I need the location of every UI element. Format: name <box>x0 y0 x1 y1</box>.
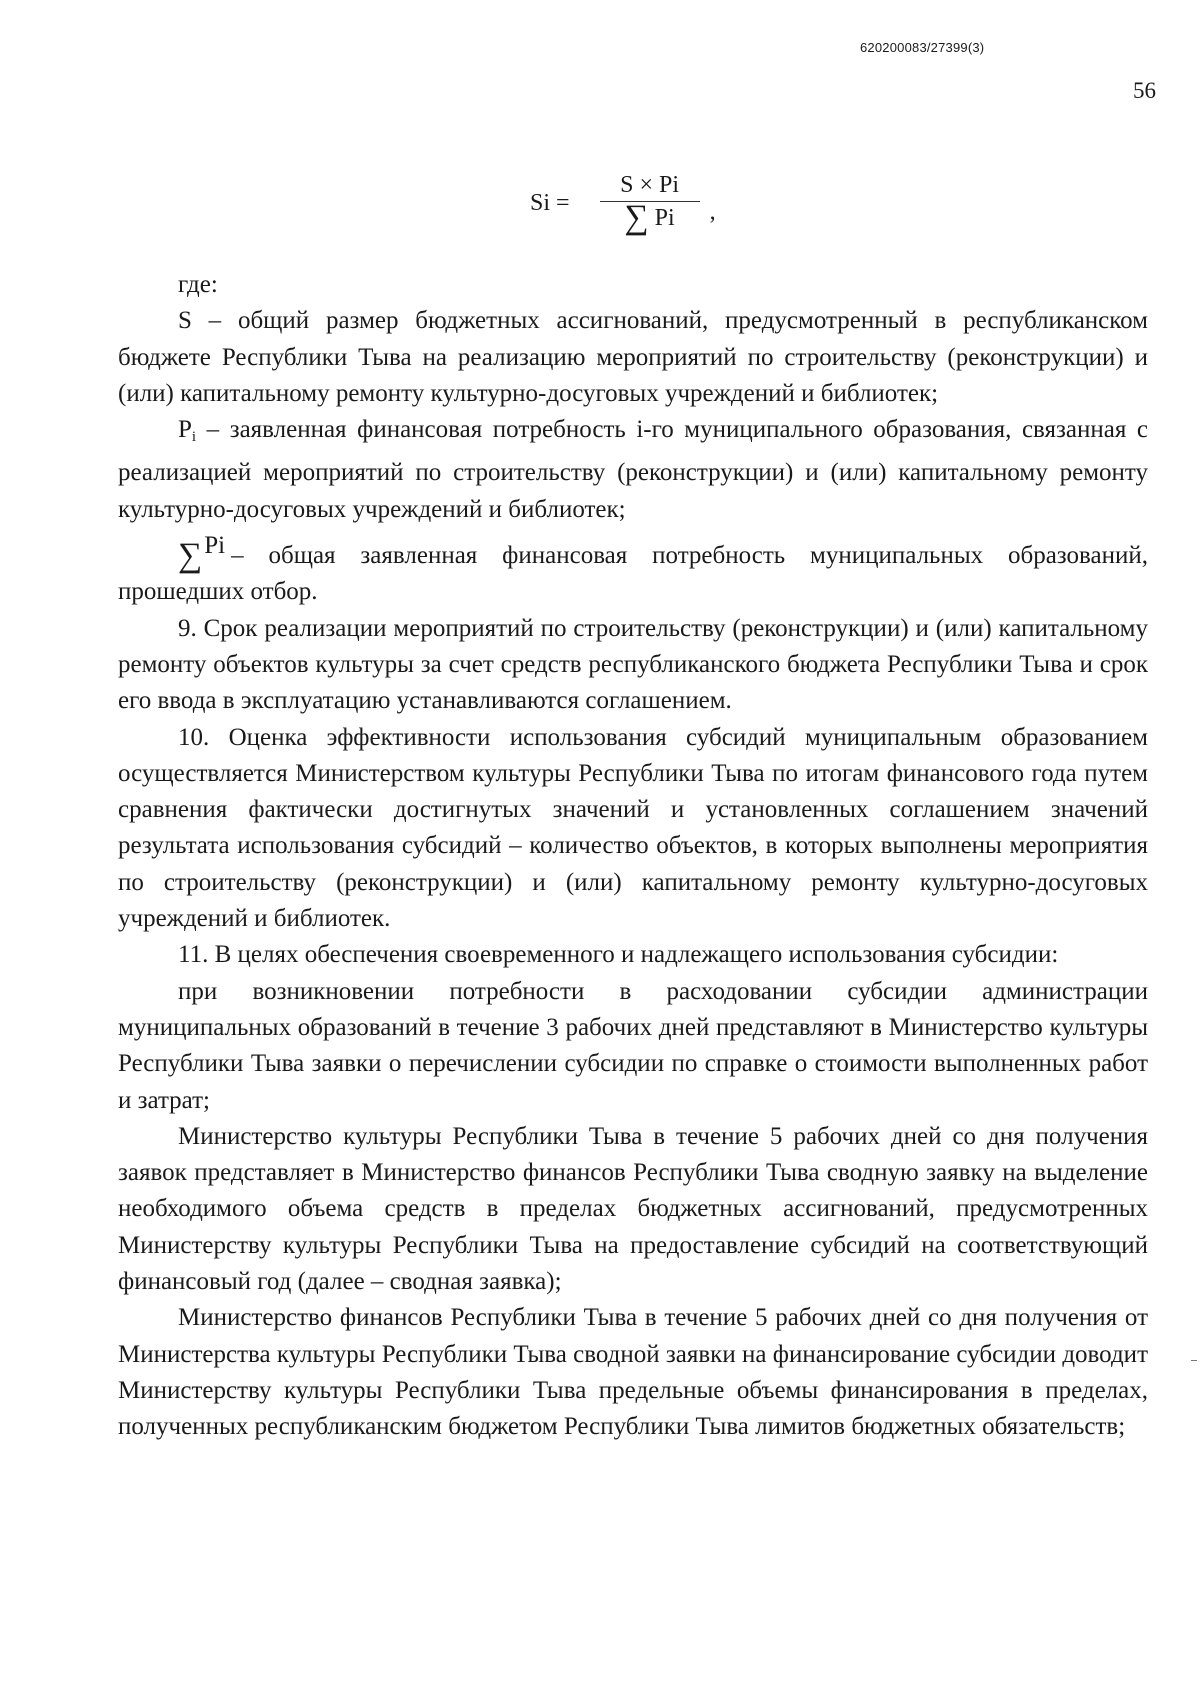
denominator-term: Pi <box>654 204 675 231</box>
sum-pi-term: Pi <box>204 532 226 560</box>
item-9: 9. Срок реализации мероприятий по строительству (реконструкции) и (или) капитальному ремонту объектов культуры за счет средств республиканского бюджета Республики Тыва и срок его ввода в эксплуатацию устанавливаются соглашением. <box>118 614 1148 715</box>
paragraph-culture-ministry: Министерство культуры Республики Тыва в течение 5 рабочих дней со дня получения заявок представляет в Министерство финансов Республики Тыва сводную заявку на выделение необходимого объема средств в пределах бюджетных ассигнований, предусмотренных Министерству культуры Республики Тыва на предоставление субсидий на соответствующий финансовый год (далее – сводная заявка); <box>118 1122 1148 1296</box>
page-number: 56 <box>1133 78 1156 103</box>
formula-si <box>530 172 716 234</box>
definition-pi <box>118 412 1148 528</box>
pi-subscript: i <box>191 429 197 446</box>
formula-numerator: S × Pi <box>620 172 680 198</box>
definition-sum-text: – общая заявленная финансовая потребность муниципальных образований, прошедших отбор. <box>118 542 1148 606</box>
definition-s: S – общий размер бюджетных ассигнований, предусмотренный в республиканском бюджете Республики Тыва на реализацию мероприятий по строительству (реконструкции) и (или) капитальному ремонту культурно-досуговых учреждений и библиотек; <box>118 307 1148 407</box>
item-10: 10. Оценка эффективности использования субсидий муниципальным образованием осуществляется Министерством культуры Республики Тыва по итогам финансового года путем сравнения фактически достигнутых значений и установленных соглашением значений результата использования субсидий – количество объектов, в которых выполнены мероприятия по строительству (реконструкции) и (или) капитальному ремонту культурно-досуговых учреждений и библиотек. <box>118 723 1148 933</box>
paragraph-finance-ministry: Министерство финансов Республики Тыва в течение 5 рабочих дней со дня получения от Министерства культуры Республики Тыва сводной заявки на финансирование субсидии доводит Министерству культуры Республики Тыва предельные объемы финансирования в пределах, полученных республиканским бюджетом Республики Тыва лимитов бюджетных обязательств; <box>118 1304 1148 1441</box>
document-body <box>118 267 1148 1446</box>
formula-fraction <box>600 172 700 234</box>
definition-sum-pi <box>118 528 1148 611</box>
sigma-symbol: ∑ <box>624 199 649 236</box>
margin-mark <box>1191 1360 1197 1361</box>
formula-lhs: Si = <box>530 189 570 216</box>
definition-pi-text: – заявленная финансовая потребность i-го муниципального образования, связанная с реализацией мероприятий по строительству (реконструкции) и (или) капитальному ремонту культурно-досуговых учреждений и библиотек; <box>118 416 1148 523</box>
formula-comma: , <box>709 198 716 225</box>
document-id: 620200083/27399(3) <box>860 40 985 55</box>
formula-denominator <box>624 199 675 236</box>
item-11: 11. В целях обеспечения своевременного и надлежащего использования субсидии: <box>178 941 1059 969</box>
sigma-symbol-inline: ∑ <box>178 537 203 575</box>
where-label: где: <box>178 271 218 298</box>
pi-symbol: P <box>178 416 192 444</box>
paragraph-requests: при возникновении потребности в расходовании субсидии администрации муниципальных образований в течение 3 рабочих дней представляют в Министерство культуры Республики Тыва заявки о перечислении субсидии по справке о стоимости выполненных работ и затрат; <box>118 977 1148 1114</box>
